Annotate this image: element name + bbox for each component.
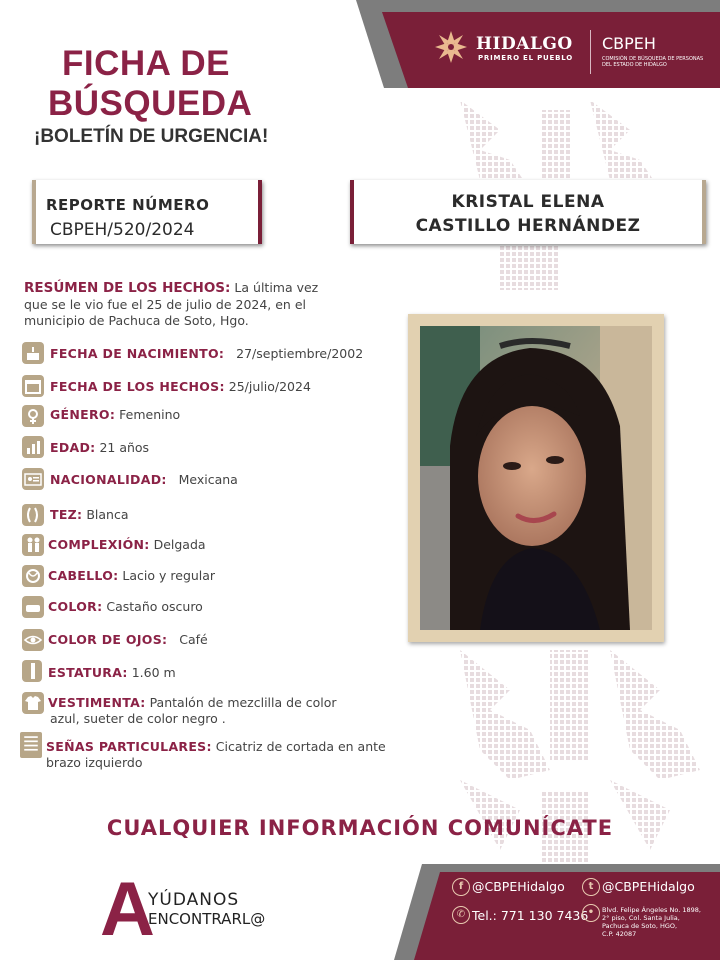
age-icon xyxy=(22,436,44,458)
field-label: COLOR: xyxy=(48,599,103,614)
field-value: 21 años xyxy=(99,440,150,455)
twitter-handle[interactable]: @CBPEHidalgo xyxy=(602,879,695,894)
help-logo-line1: YÚDANOS xyxy=(148,890,240,910)
field-build xyxy=(48,537,206,552)
report-number-value: CBPEH/520/2024 xyxy=(50,220,195,240)
person-name-line2: CASTILLO HERNÁNDEZ xyxy=(415,216,641,236)
field-label: SEÑAS PARTICULARES: xyxy=(46,739,212,754)
field-nationality xyxy=(50,472,238,487)
marks-icon xyxy=(20,732,42,758)
field-value: Castaño oscuro xyxy=(106,599,203,614)
facebook-handle[interactable]: @CBPEHidalgo xyxy=(472,879,565,894)
agency-full-name: COMISIÓN DE BÚSQUEDA DE PERSONAS DEL ESTADO DE HIDALGO xyxy=(602,56,704,68)
page-subtitle: ¡BOLETÍN DE URGENCIA! xyxy=(34,126,269,147)
gender-icon xyxy=(22,405,44,427)
field-clothing xyxy=(48,695,337,710)
field-distinctive-marks-continued: brazo izquierdo xyxy=(46,755,143,770)
field-value: 27/septiembre/2002 xyxy=(236,346,364,361)
summary-label: RESÚMEN DE LOS HECHOS: xyxy=(24,280,231,296)
address-line4: C.P. 42087 xyxy=(602,930,637,938)
field-height xyxy=(48,665,176,680)
phone-icon: ✆ xyxy=(452,906,470,924)
field-label: COLOR DE OJOS: xyxy=(48,632,168,647)
shirt-icon xyxy=(22,692,44,714)
twitter-icon: t xyxy=(582,878,600,896)
field-distinctive-marks xyxy=(46,739,386,754)
field-label: COMPLEXIÓN: xyxy=(48,537,150,552)
field-value: Blanca xyxy=(86,507,129,522)
address xyxy=(602,906,712,938)
address-line3: Pachuca de Soto, HGO, xyxy=(602,922,678,930)
field-label: VESTIMENTA: xyxy=(48,695,146,710)
phone-number[interactable]: Tel.: 771 130 7436 xyxy=(472,908,589,923)
field-value: Café xyxy=(179,632,208,647)
summary-text-line2: que se le vio fue el 25 de julio de 2024, en el xyxy=(24,297,306,312)
ruler-icon xyxy=(22,660,42,682)
location-pin-icon: • xyxy=(582,904,600,922)
facebook-icon: f xyxy=(452,878,470,896)
hair-icon xyxy=(22,565,44,587)
field-value: Delgada xyxy=(153,537,206,552)
hidalgo-flower-icon xyxy=(434,30,468,64)
field-gender xyxy=(50,407,180,422)
field-skin xyxy=(50,507,128,522)
skin-icon xyxy=(22,504,44,526)
field-event-date xyxy=(50,379,311,394)
field-label: FECHA DE LOS HECHOS: xyxy=(50,379,225,394)
page-title-line2: BÚSQUEDA xyxy=(48,84,253,123)
field-label: TEZ: xyxy=(50,507,83,522)
field-label: CABELLO: xyxy=(48,568,119,583)
field-age xyxy=(50,440,149,455)
field-label: EDAD: xyxy=(50,440,96,455)
calendar-icon xyxy=(22,375,44,397)
summary-text-line1: La última vez xyxy=(234,280,319,295)
field-value: Mexicana xyxy=(178,472,238,487)
field-label: NACIONALIDAD: xyxy=(50,472,167,487)
body-icon xyxy=(22,534,44,556)
field-label: FECHA DE NACIMIENTO: xyxy=(50,346,225,361)
address-line1: Blvd. Felipe Ángeles No. 1898, xyxy=(602,906,701,914)
person-photo xyxy=(420,326,652,630)
field-hair xyxy=(48,568,215,583)
call-to-action: CUALQUIER INFORMACIÓN COMUNÍCATE xyxy=(106,816,614,840)
field-eye-color xyxy=(48,632,208,647)
field-value: Cicatriz de cortada en ante xyxy=(215,739,386,754)
help-logo-line2: ENCONTRARL@ xyxy=(148,910,266,928)
field-label: ESTATURA: xyxy=(48,665,128,680)
hair-color-icon xyxy=(22,596,44,618)
brand-tagline: PRIMERO EL PUEBLO xyxy=(478,54,574,62)
report-number-label: REPORTE NÚMERO xyxy=(46,196,210,214)
field-value: Lacio y regular xyxy=(122,568,216,583)
person-name-line1: KRISTAL ELENA xyxy=(451,192,605,212)
brand-name: HIDALGO xyxy=(476,34,573,54)
page-title-line1: FICHA DE xyxy=(62,44,230,83)
field-value: 25/julio/2024 xyxy=(228,379,311,394)
help-logo-letter: A xyxy=(100,867,155,952)
id-card-icon xyxy=(22,468,44,490)
agency-short-name: CBPEH xyxy=(602,34,656,53)
field-label: GÉNERO: xyxy=(50,407,116,422)
field-birth-date xyxy=(50,346,363,361)
field-hair-color xyxy=(48,599,203,614)
field-clothing-continued: azul, sueter de color negro . xyxy=(50,711,226,726)
logo-divider xyxy=(590,30,591,74)
address-line2: 2° piso, Col. Santa Julia, xyxy=(602,914,680,922)
summary-text-line3: municipio de Pachuca de Soto, Hgo. xyxy=(24,313,249,328)
eye-icon xyxy=(22,629,44,651)
summary-first-line xyxy=(24,280,318,296)
field-value: 1.60 m xyxy=(131,665,176,680)
cake-icon xyxy=(22,342,44,364)
field-value: Femenino xyxy=(119,407,181,422)
field-value: Pantalón de mezclilla de color xyxy=(149,695,337,710)
